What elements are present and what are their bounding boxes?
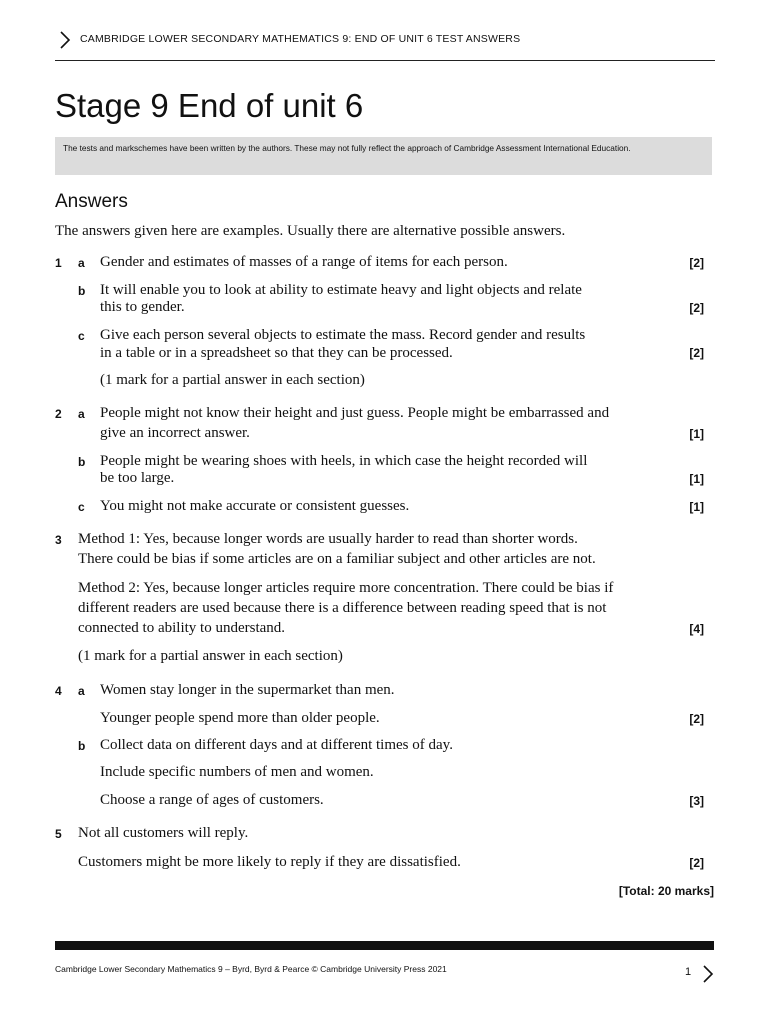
q2a-answer-line2: give an incorrect answer. <box>100 425 250 441</box>
q1-part-a-label: a <box>78 256 85 270</box>
q2c-answer: You might not make accurate or consistent guesses. <box>100 498 410 514</box>
q3-method1-line1: Method 1: Yes, because longer words are usually harder to read than shorter words. <box>78 531 578 547</box>
q4b-mark: [3] <box>689 794 704 808</box>
q3-method2-line1: Method 2: Yes, because longer articles require more concentration. There could be bias if <box>78 580 614 596</box>
q2b-mark: [1] <box>689 472 704 486</box>
footer-bar <box>55 941 714 950</box>
q1a-answer: Gender and estimates of masses of a range of items for each person. <box>100 254 508 270</box>
question-number-2: 2 <box>55 407 62 421</box>
q4b-answer-line2: Include specific numbers of men and women. <box>100 764 374 780</box>
total-marks: [Total: 20 marks] <box>618 884 714 898</box>
q4a-answer-line2: Younger people spend more than older people. <box>100 710 380 726</box>
q2a-answer-line1: People might not know their height and just guess. People might be embarrassed and <box>100 405 610 421</box>
disclaimer-note: The tests and markschemes have been written by the authors. These may not fully reflect the approach of Cambridge Assessment International Education. <box>55 137 712 175</box>
q4-part-b-label: b <box>78 739 86 753</box>
intro-text: The answers given here are examples. Usually there are alternative possible answers. <box>55 223 566 239</box>
q3-method2-line2: different readers are used because there is a difference between reading speed that is not <box>78 600 607 616</box>
q1b-mark: [2] <box>689 301 704 315</box>
q1-part-c-label: c <box>78 329 85 343</box>
q5-answer-line1: Not all customers will reply. <box>78 825 249 841</box>
q2-part-b-label: b <box>78 455 86 469</box>
q1c-answer-line1: Give each person several objects to estimate the mass. Record gender and results <box>100 327 586 343</box>
q2c-mark: [1] <box>689 500 704 514</box>
q2b-answer-line2: be too large. <box>100 470 175 486</box>
q3-mark: [4] <box>689 622 704 636</box>
q1a-mark: [2] <box>689 256 704 270</box>
q3-method2-line3: connected to ability to understand. <box>78 620 286 636</box>
q2a-mark: [1] <box>689 427 704 441</box>
q2-part-c-label: c <box>78 500 85 514</box>
q1-partial-note: (1 mark for a partial answer in each section) <box>100 372 365 388</box>
page-header <box>55 28 715 61</box>
q4a-answer-line1: Women stay longer in the supermarket than men. <box>100 682 395 698</box>
q4a-mark: [2] <box>689 712 704 726</box>
header-title: CAMBRIDGE LOWER SECONDARY MATHEMATICS 9: END OF UNIT 6 TEST ANSWERS <box>80 33 521 45</box>
q1c-answer-line2: in a table or in a spreadsheet so that they can be processed. <box>100 345 453 361</box>
q2-part-a-label: a <box>78 407 85 421</box>
q3-method1-line2: There could be bias if some articles are on a familiar subject and other articles are not. <box>78 551 596 567</box>
q1c-mark: [2] <box>689 346 704 360</box>
q3-partial-note: (1 mark for a partial answer in each section) <box>78 648 343 664</box>
q1b-answer-line1: It will enable you to look at ability to estimate heavy and light objects and relate <box>100 282 582 298</box>
question-number-5: 5 <box>55 827 62 841</box>
q5-mark: [2] <box>689 856 704 870</box>
answers-heading: Answers <box>55 191 128 212</box>
q4-part-a-label: a <box>78 684 85 698</box>
question-number-1: 1 <box>55 256 62 270</box>
q2b-answer-line1: People might be wearing shoes with heels, in which case the height recorded will <box>100 453 588 469</box>
chevron-right-icon <box>55 30 75 50</box>
q4b-answer-line1: Collect data on different days and at different times of day. <box>100 737 453 753</box>
chevron-right-icon[interactable] <box>700 964 716 984</box>
q4b-answer-line3: Choose a range of ages of customers. <box>100 792 324 808</box>
q1b-answer-line2: this to gender. <box>100 299 185 315</box>
q1-part-b-label: b <box>78 284 86 298</box>
page-number: 1 <box>685 966 692 978</box>
q5-answer-line2: Customers might be more likely to reply if they are dissatisfied. <box>78 854 461 870</box>
question-number-4: 4 <box>55 684 62 698</box>
footer-copyright: Cambridge Lower Secondary Mathematics 9 – Byrd, Byrd & Pearce © Cambridge University Press 2021 <box>55 964 447 974</box>
page-title: Stage 9 End of unit 6 <box>55 87 364 124</box>
question-number-3: 3 <box>55 533 62 547</box>
